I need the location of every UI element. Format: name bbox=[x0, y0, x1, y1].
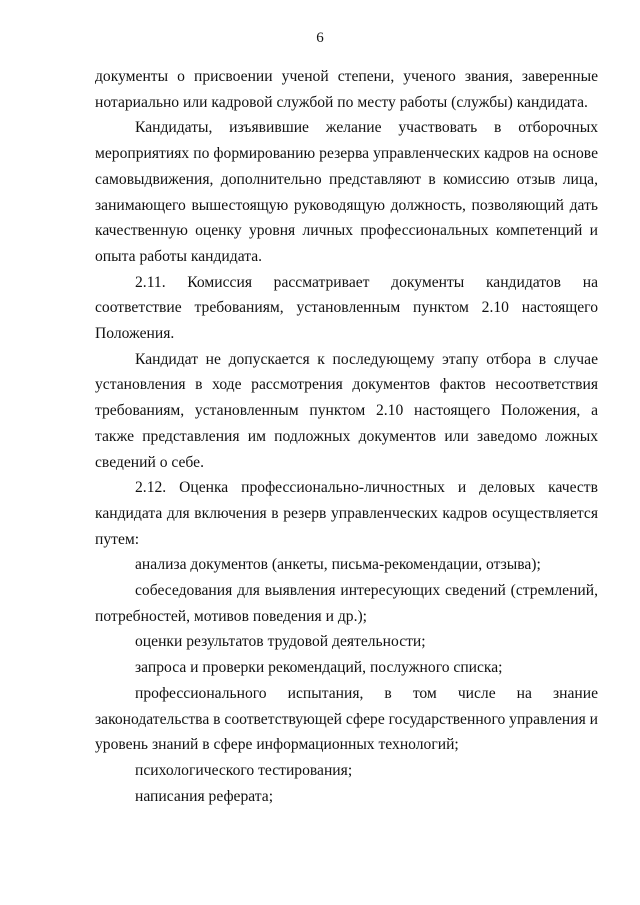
paragraph-2: Кандидаты, изъявившие желание участвовать в отборочных мероприятиях по формированию резерва управленческих кадров на основе самовыдвижения, дополнительно представляют в комиссию отзыв лица, занимающего вышестоящую руководящую должность, позволяющий дать качественную оценку уровня личных профессиональных компетенций и опыта работы кандидата. bbox=[95, 119, 598, 265]
document-body bbox=[95, 64, 598, 809]
paragraph-1: документы о присвоении ученой степени, ученого звания, заверенные нотариально или кадровой службой по месту работы (службы) кандидата. bbox=[95, 68, 598, 111]
paragraph-clause-2-11: 2.11. Комиссия рассматривает документы кандидатов на соответствие требованиям, установленным пунктом 2.10 настоящего Положения. bbox=[95, 273, 598, 343]
list-item: собеседования для выявления интересующих сведений (стремлений, потребностей, мотивов поведения и др.); bbox=[95, 582, 598, 625]
list-item: психологического тестирования; bbox=[135, 761, 353, 779]
page-number: 6 bbox=[316, 30, 324, 46]
list-item: запроса и проверки рекомендаций, послужного списка; bbox=[135, 659, 503, 677]
paragraph-4: Кандидат не допускается к последующему этапу отбора в случае установления в ходе рассмотрения документов фактов несоответствия требованиям, установленным пунктом 2.10 настоящего Положения, а также представления им подложных документов или заведомо ложных сведений о себе. bbox=[95, 350, 598, 471]
list-item: оценки результатов трудовой деятельности; bbox=[135, 633, 426, 651]
list-item: написания реферата; bbox=[135, 787, 274, 805]
list-item: анализа документов (анкеты, письма-рекомендации, отзыва); bbox=[135, 556, 541, 574]
paragraph-clause-2-12: 2.12. Оценка профессионально-личностных и деловых качеств кандидата для включения в резерв управленческих кадров осуществляется путем: bbox=[95, 479, 598, 548]
list-item: профессионального испытания, в том числе на знание законодательства в соответствующей сфере государственного управления и уровень знаний в сфере информационных технологий; bbox=[95, 684, 598, 754]
